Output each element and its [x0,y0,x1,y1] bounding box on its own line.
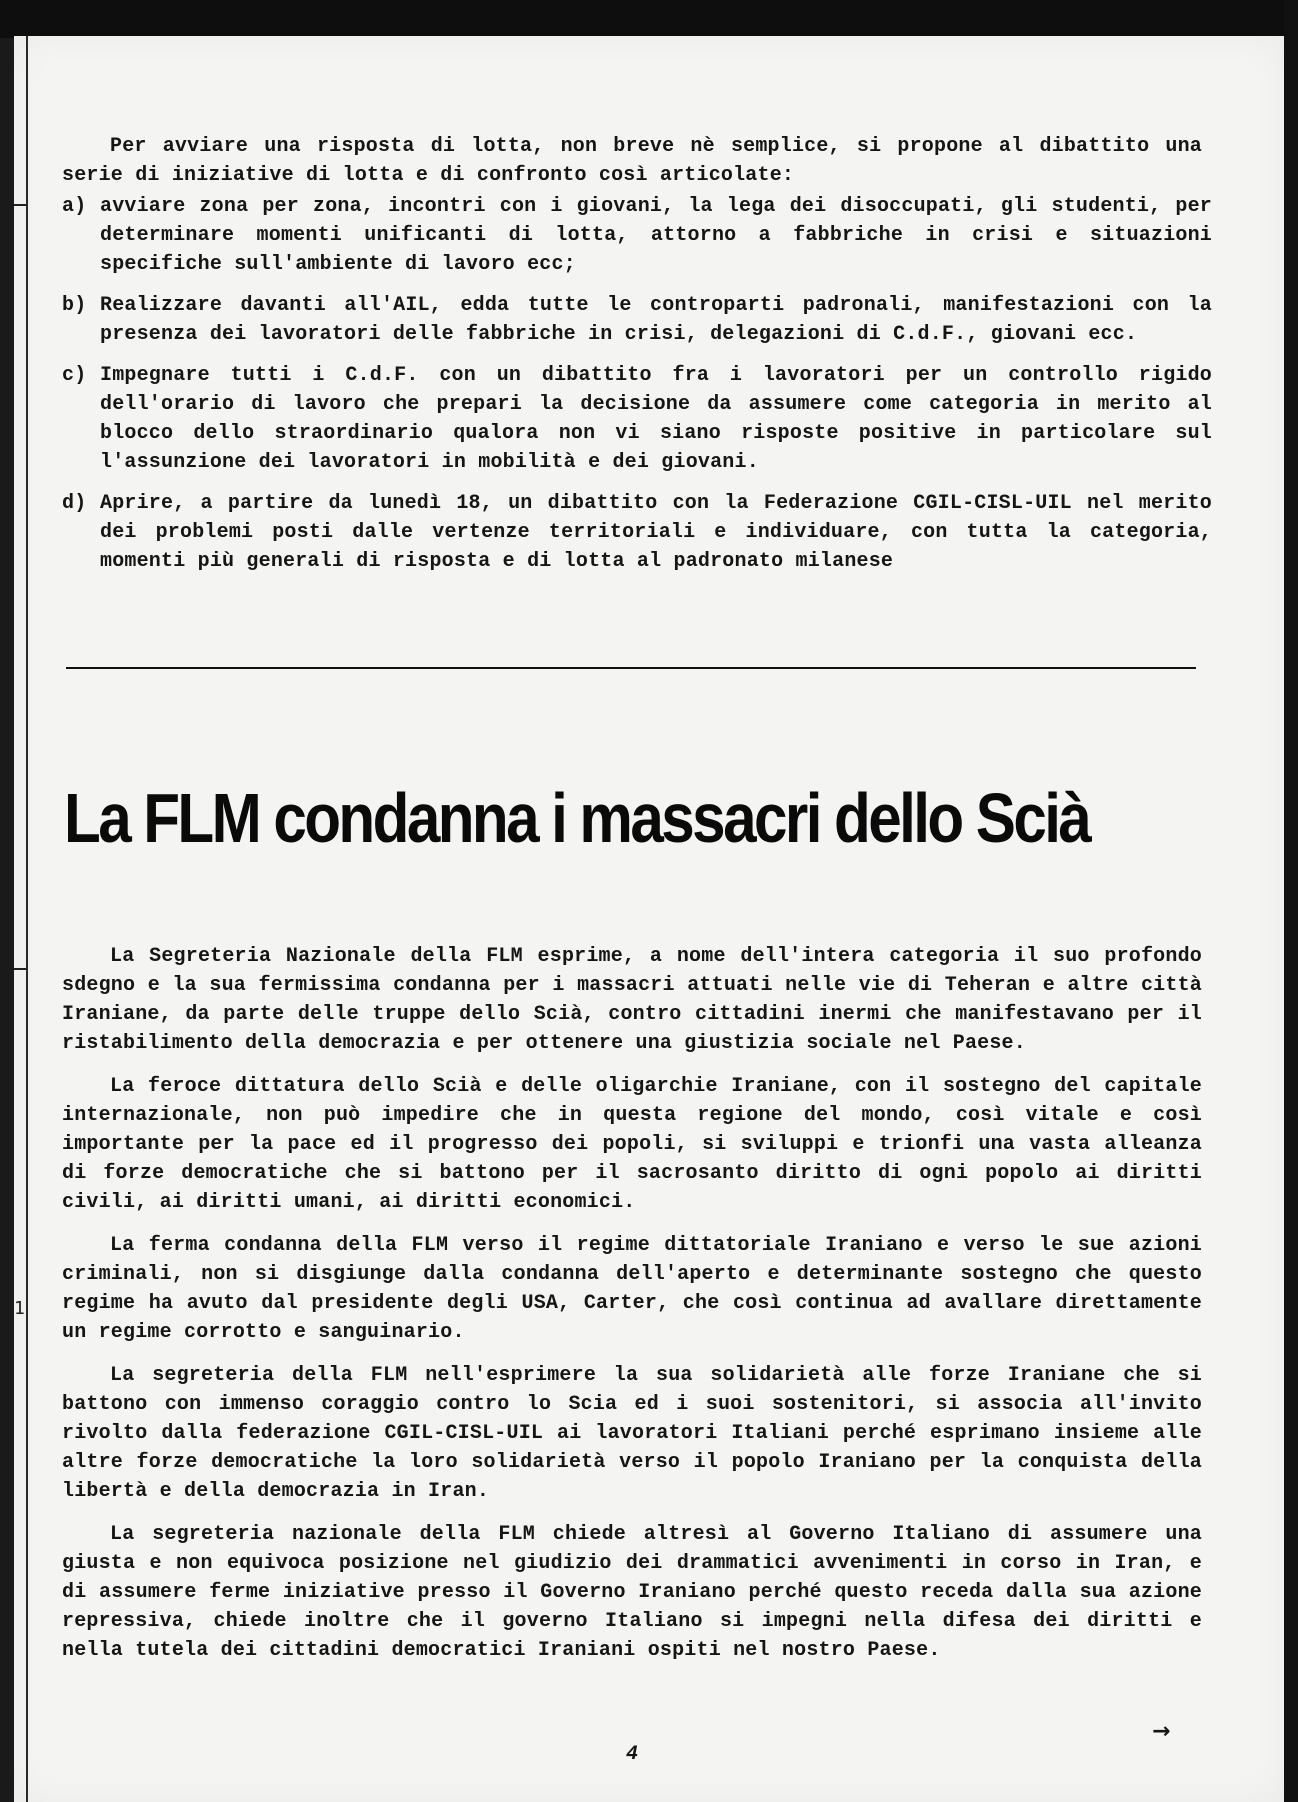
initiatives-list [62,192,1212,588]
list-item [62,361,1212,477]
list-item-text: avviare zona per zona, incontri con i giovani, la lega dei disoccupati, gli studenti, per determinare momenti unificanti di lotta, attorno a fabbriche in crisi e situazioni specifiche sull'ambiente di lavoro ecc; [100,195,1212,276]
article-paragraph: La Segreteria Nazionale della FLM esprime, a nome dell'intera categoria il suo profondo sdegno e la sua fermissima condanna per i massacri attuati nelle vie di Teheran e altre città Iraniane, da parte delle truppe dello Scià, contro cittadini inermi che manifestavano per il ristabilimento della democrazia e per ottenere una giustizia sociale nel Paese. [62,945,1202,1055]
article-paragraph: La ferma condanna della FLM verso il regime dittatoriale Iraniano e verso le sue azioni criminali, non si disgiunge dalla condanna dell'aperto e determinante sostegno che questo regime ha avuto dal presidente degli USA, Carter, che così continua ad avallare direttamente un regime corrotto e sanguinario. [62,1234,1202,1344]
document-page [14,36,1284,1802]
list-item [62,291,1212,349]
list-item [62,489,1212,576]
list-item-text: Aprire, a partire da lunedì 18, un dibattito con la Federazione CGIL-CISL-UIL nel merito dei problemi posti dalle vertenze territoriali e individuare, con tutta la categoria, momenti più generali di risposta e di lotta al padronato milanese [100,492,1212,573]
list-item [62,192,1212,279]
intro-paragraph: Per avviare una risposta di lotta, non breve nè semplice, si propone al dibattito una serie di iniziative di lotta e di confronto così articolate: [62,135,1202,187]
article-paragraph: La segreteria della FLM nell'esprimere la sua solidarietà alle forze Iraniane che si battono con immenso coraggio contro lo Scia ed i suoi sostenitori, si associa all'invito rivolto dalla federazione CGIL-CISL-UIL ai lavoratori Italiani perché esprimano insieme alle altre forze democratiche la loro solidarietà verso il popolo Iraniano per la conquista della libertà e della democrazia in Iran. [62,1364,1202,1503]
article-paragraph: La segreteria nazionale della FLM chiede altresì al Governo Italiano di assumere una giusta e non equivoca posizione nel giudizio dei drammatici avvenimenti in corso in Iran, e di assumere ferme iniziative presso il Governo Iraniano perché questo receda dalla sua azione repressiva, chiede inoltre che il governo Italiano si impegni nella difesa dei diritti e nella tutela dei cittadini democratici Iraniani ospiti nel nostro Paese. [62,1523,1202,1662]
binding-margin [14,36,28,1802]
list-item-text: Impegnare tutti i C.d.F. con un dibattito fra i lavoratori per un controllo rigido dell'orario di lavoro che prepari la decisione da assumere come categoria in merito al blocco dello straordinario qualora non vi siano risposte positive in particolare sul l'assunzione dei lavoratori in mobilità e dei giovani. [100,364,1212,474]
article-body [62,942,1202,1679]
article-headline: La FLM condanna i massacri dello Scià [64,779,1090,857]
continue-arrow-icon: → [1152,1719,1171,1744]
scan-top-border [0,0,1298,38]
list-item-text: Realizzare davanti all'AIL, edda tutte le controparti padronali, manifestazioni con la presenza dei lavoratori delle fabbriche in crisi, delegazioni di C.d.F., giovani ecc. [100,294,1212,346]
list-marker: c) [62,364,87,387]
scan-right-border [1284,0,1298,1802]
list-marker: d) [62,492,87,515]
margin-tick [14,968,26,970]
list-marker: a) [62,195,87,218]
article-paragraph: La feroce dittatura dello Scià e delle oligarchie Iraniane, con il sostegno del capitale internazionale, non può impedire che in questa regione del mondo, così vitale e così importante per la pace ed il progresso dei popoli, si sviluppi e trionfi una vasta alleanza di forze democratiche che si battono per il sacrosanto diritto di ogni popolo ai diritti civili, ai diritti umani, ai diritti economici. [62,1075,1202,1214]
margin-number: 1 [14,1298,25,1319]
section-divider [66,667,1196,669]
page-number: 4 [626,1743,639,1766]
list-marker: b) [62,294,87,317]
margin-tick [14,204,26,206]
